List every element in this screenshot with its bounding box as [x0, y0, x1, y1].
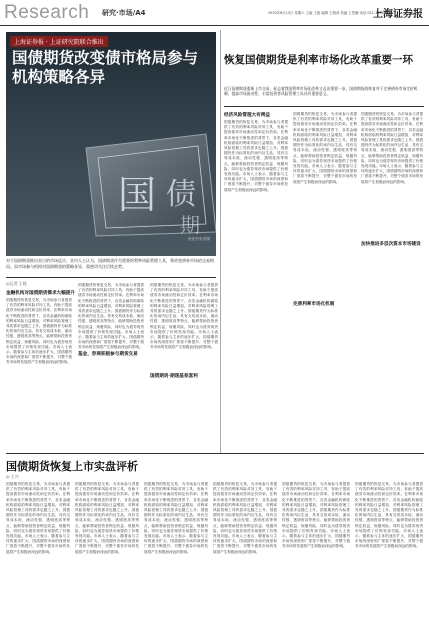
right-column-1: 国债期货的恢复交易，为市场参与者提供了有效的利率风险对冲工具，有助于提高债券市场流动性和定价效率。在利率市场化不断推进的背景下，各类金融机构面临的利率风险日益增加，对利率风险管理工具的需求也随之上升。国债期货作为标准化的场内衍生品，具有交易成本低、流动性强、透明度高等特点，能够帮助投资者锁定收益、规避风险，同时也为债券现货市场提供了价格发现功能。市场人士表示，随着参与主体的逐步扩大，国债期货市场的深度和广度将不断提升，对整个债券市场的发展将产生积极而深远的影响。	[224, 120, 288, 192]
right-subhead-2: 完善利率市场化机制	[293, 302, 335, 307]
right-summary: 近日国债期货重新上市交易，标志着我国利率市场化改革又迈出重要一步。国债期货的恢复对于完善债券市场定价机制、提高市场流动性、丰富投资者风险管理工具具有重要意义。	[224, 86, 418, 97]
section-page-label: 研究·市场/A4	[102, 9, 146, 17]
body-column-2: 国债期货的恢复交易，为市场参与者提供了有效的利率风险对冲工具，有助于提高债券市场流动性和定价效率。在利率市场化不断推进的背景下，各类金融机构面临的利率风险日益增加，对利率风险管理工具的需求也随之上升。国债期货作为标准化的场内衍生品，具有交易成本低、流动性强、透明度高等特点，能够帮助投资者锁定收益、规避风险，同时也为债券现货市场提供了价格发现功能。市场人士表示，随着参与主体的逐步扩大，国债期货市场的深度和广度将不断提升，对整个债券市场的发展将产生积极而深远的影响。	[78, 283, 144, 350]
svg-text:期: 期	[180, 213, 200, 237]
body-column-1: 国债期货的恢复交易，为市场参与者提供了有效的利率风险对冲工具，有助于提高债券市场流动性和定价效率。在利率市场化不断推进的背景下，各类金融机构面临的利率风险日益增加，对利率风险管理工具的需求也随之上升。国债期货作为标准化的场内衍生品，具有交易成本低、流动性强、透明度高等特点，能够帮助投资者锁定收益、规避风险，同时也为债券现货市场提供了价格发现功能。市场人士表示，随着参与主体的逐步扩大，国债期货市场的深度和广度将不断提升，对整个债券市场的发展将产生积极而深远的影响。	[6, 298, 72, 365]
svg-text:国: 国	[118, 173, 157, 217]
bottom-column-4: 国债期货的恢复交易，为市场参与者提供了有效的利率风险对冲工具，有助于提高债券市场流动性和定价效率。在利率市场化不断推进的背景下，各类金融机构面临的利率风险日益增加，对利率风险管理工具的需求也随之上升。国债期货作为标准化的场内衍生品，具有交易成本低、流动性强、透明度高等特点，能够帮助投资者锁定收益、规避风险，同时也为债券现货市场提供了价格发现功能。市场人士表示，随着参与主体的逐步扩大，国债期货市场的深度和广度将不断提升，对整个债券市场的发展将产生积极而深远的影响。	[213, 482, 277, 554]
column-divider	[220, 30, 221, 454]
body-column-3: 国债期货的恢复交易，为市场参与者提供了有效的利率风险对冲工具，有助于提高债券市场流动性和定价效率。在利率市场化不断推进的背景下，各类金融机构面临的利率风险日益增加，对利率风险管理工具的需求也随之上升。国债期货作为标准化的场内衍生品，具有交易成本低、流动性强、透明度高等特点，能够帮助投资者锁定收益、规避风险，同时也为债券现货市场提供了价格发现功能。市场人士表示，随着参与主体的逐步扩大，国债期货市场的深度和广度将不断提升，对整个债券市场的发展将产生积极而深远的影响。	[150, 283, 218, 350]
section-label-research: Research	[4, 2, 90, 23]
bottom-column-6: 国债期货的恢复交易，为市场参与者提供了有效的利率风险对冲工具，有助于提高债券市场流动性和定价效率。在利率市场化不断推进的背景下，各类金融机构面临的利率风险日益增加，对利率风险管理工具的需求也随之上升。国债期货作为标准化的场内衍生品，具有交易成本低、流动性强、透明度高等特点，能够帮助投资者锁定收益、规避风险，同时也为债券现货市场提供了价格发现功能。市场人士表示，随着参与主体的逐步扩大，国债期货市场的深度和广度将不断提升，对整个债券市场的发展将产生积极而深远的影响。	[355, 482, 423, 549]
right-column-2: 国债期货的恢复交易，为市场参与者提供了有效的利率风险对冲工具，有助于提高债券市场流动性和定价效率。在利率市场化不断推进的背景下，各类金融机构面临的利率风险日益增加，对利率风险管理工具的需求也随之上升。国债期货作为标准化的场内衍生品，具有交易成本低、流动性强、透明度高等特点，能够帮助投资者锁定收益、规避风险，同时也为债券现货市场提供了价格发现功能。市场人士表示，随着参与主体的逐步扩大，国债期货市场的深度和广度将不断提升，对整个债券市场的发展将产生积极而深远的影响。	[293, 112, 357, 184]
right-subhead-3: 加快推进多层次资本市场建设	[361, 242, 421, 247]
bottom-column-2: 国债期货的恢复交易，为市场参与者提供了有效的利率风险对冲工具，有助于提高债券市场流动性和定价效率。在利率市场化不断推进的背景下，各类金融机构面临的利率风险日益增加，对利率风险管理工具的需求也随之上升。国债期货作为标准化的场内衍生品，具有交易成本低、流动性强、透明度高等特点，能够帮助投资者锁定收益、规避风险，同时也为债券现货市场提供了价格发现功能。市场人士表示，随着参与主体的逐步扩大，国债期货市场的深度和广度将不断提升，对整个债券市场的发展将产生积极而深远的影响。	[75, 482, 139, 554]
right-column-3: 国债期货的恢复交易，为市场参与者提供了有效的利率风险对冲工具，有助于提高债券市场流动性和定价效率。在利率市场化不断推进的背景下，各类金融机构面临的利率风险日益增加，对利率风险管理工具的需求也随之上升。国债期货作为标准化的场内衍生品，具有交易成本低、流动性强、透明度高等特点，能够帮助投资者锁定收益、规避风险，同时也为债券现货市场提供了价格发现功能。市场人士表示，随着参与主体的逐步扩大，国债期货市场的深度和广度将不断提升，对整个债券市场的发展将产生积极而深远的影响。	[361, 112, 423, 184]
lead-summary: 对于国债期货推出首日的市场反应，业内人士认为，国债期货作为重要的利率风险管理工具，将改变债券市场的交易格局。而市场参与机构对国债期货的策略各异，需密切关注后续走势。	[6, 258, 214, 269]
right-summary-divider	[224, 106, 424, 107]
right-subhead-1: 经济风险管理大有裨益	[224, 113, 270, 118]
masthead	[0, 0, 429, 26]
subhead-institutional-demand: 金融机构对国债期货需求大幅提升	[6, 291, 75, 296]
subhead-funds-brokers: 基金、券商积极参与期货交易	[78, 352, 138, 357]
svg-text:债: 债	[166, 177, 196, 212]
bottom-section-rule	[6, 453, 424, 454]
bottom-headline: 国债期货恢复上市实盘评析	[6, 460, 138, 473]
bottom-column-5: 国债期货的恢复交易，为市场参与者提供了有效的利率风险对冲工具，有助于提高债券市场流动性和定价效率。在利率市场化不断推进的背景下，各类金融机构面临的利率风险日益增加，对利率风险管理工具的需求也随之上升。国债期货作为标准化的场内衍生品，具有交易成本低、流动性强、透明度高等特点，能够帮助投资者锁定收益、规避风险，同时也为债券现货市场提供了价格发现功能。市场人士表示，随着参与主体的逐步扩大，国债期货市场的深度和广度将不断提升，对整个债券市场的发展将产生积极而深远的影响。	[282, 482, 350, 549]
summary-divider	[6, 277, 216, 278]
lead-byline: ◎记者 王媛	[6, 281, 27, 286]
treasury-futures-photo	[76, 128, 216, 238]
lead-headline: 国债期货改变债市格局参与机构策略各异	[12, 48, 199, 86]
issue-date: 2020年6月13日 星期六 主编 王振 编辑 王晓萍 美编 王恩鹏 电话 021-38967820	[268, 11, 393, 15]
photo-credit: 视觉中国 供图	[187, 237, 210, 241]
bottom-column-1: 国债期货的恢复交易，为市场参与者提供了有效的利率风险对冲工具，有助于提高债券市场流动性和定价效率。在利率市场化不断推进的背景下，各类金融机构面临的利率风险日益增加，对利率风险管理工具的需求也随之上升。国债期货作为标准化的场内衍生品，具有交易成本低、流动性强、透明度高等特点，能够帮助投资者锁定收益、规避风险，同时也为债券现货市场提供了价格发现功能。市场人士表示，随着参与主体的逐步扩大，国债期货市场的深度和广度将不断提升，对整个债券市场的发展将产生积极而深远的影响。	[6, 482, 70, 554]
right-headline: 恢复国债期货是利率市场化改革重要一环	[224, 54, 413, 66]
bottom-column-3: 国债期货的恢复交易，为市场参与者提供了有效的利率风险对冲工具，有助于提高债券市场流动性和定价效率。在利率市场化不断推进的背景下，各类金融机构面临的利率风险日益增加，对利率风险管理工具的需求也随之上升。国债期货作为标准化的场内衍生品，具有交易成本低、流动性强、透明度高等特点，能够帮助投资者锁定收益、规避风险，同时也为债券现货市场提供了价格发现功能。市场人士表示，随着参与主体的逐步扩大，国债期货市场的深度和广度将不断提升，对整个债券市场的发展将产生积极而深远的影响。	[144, 482, 208, 554]
subhead-basis-arbitrage: 国债期货·期现基差套利	[150, 374, 198, 379]
lead-story-box	[6, 32, 216, 256]
bottom-byline: ◎ 王兴	[6, 474, 19, 479]
lead-kicker: 上海证券报 · 上证研究院联合推出	[10, 36, 108, 47]
newspaper-logo: 上海证券报	[373, 9, 423, 20]
